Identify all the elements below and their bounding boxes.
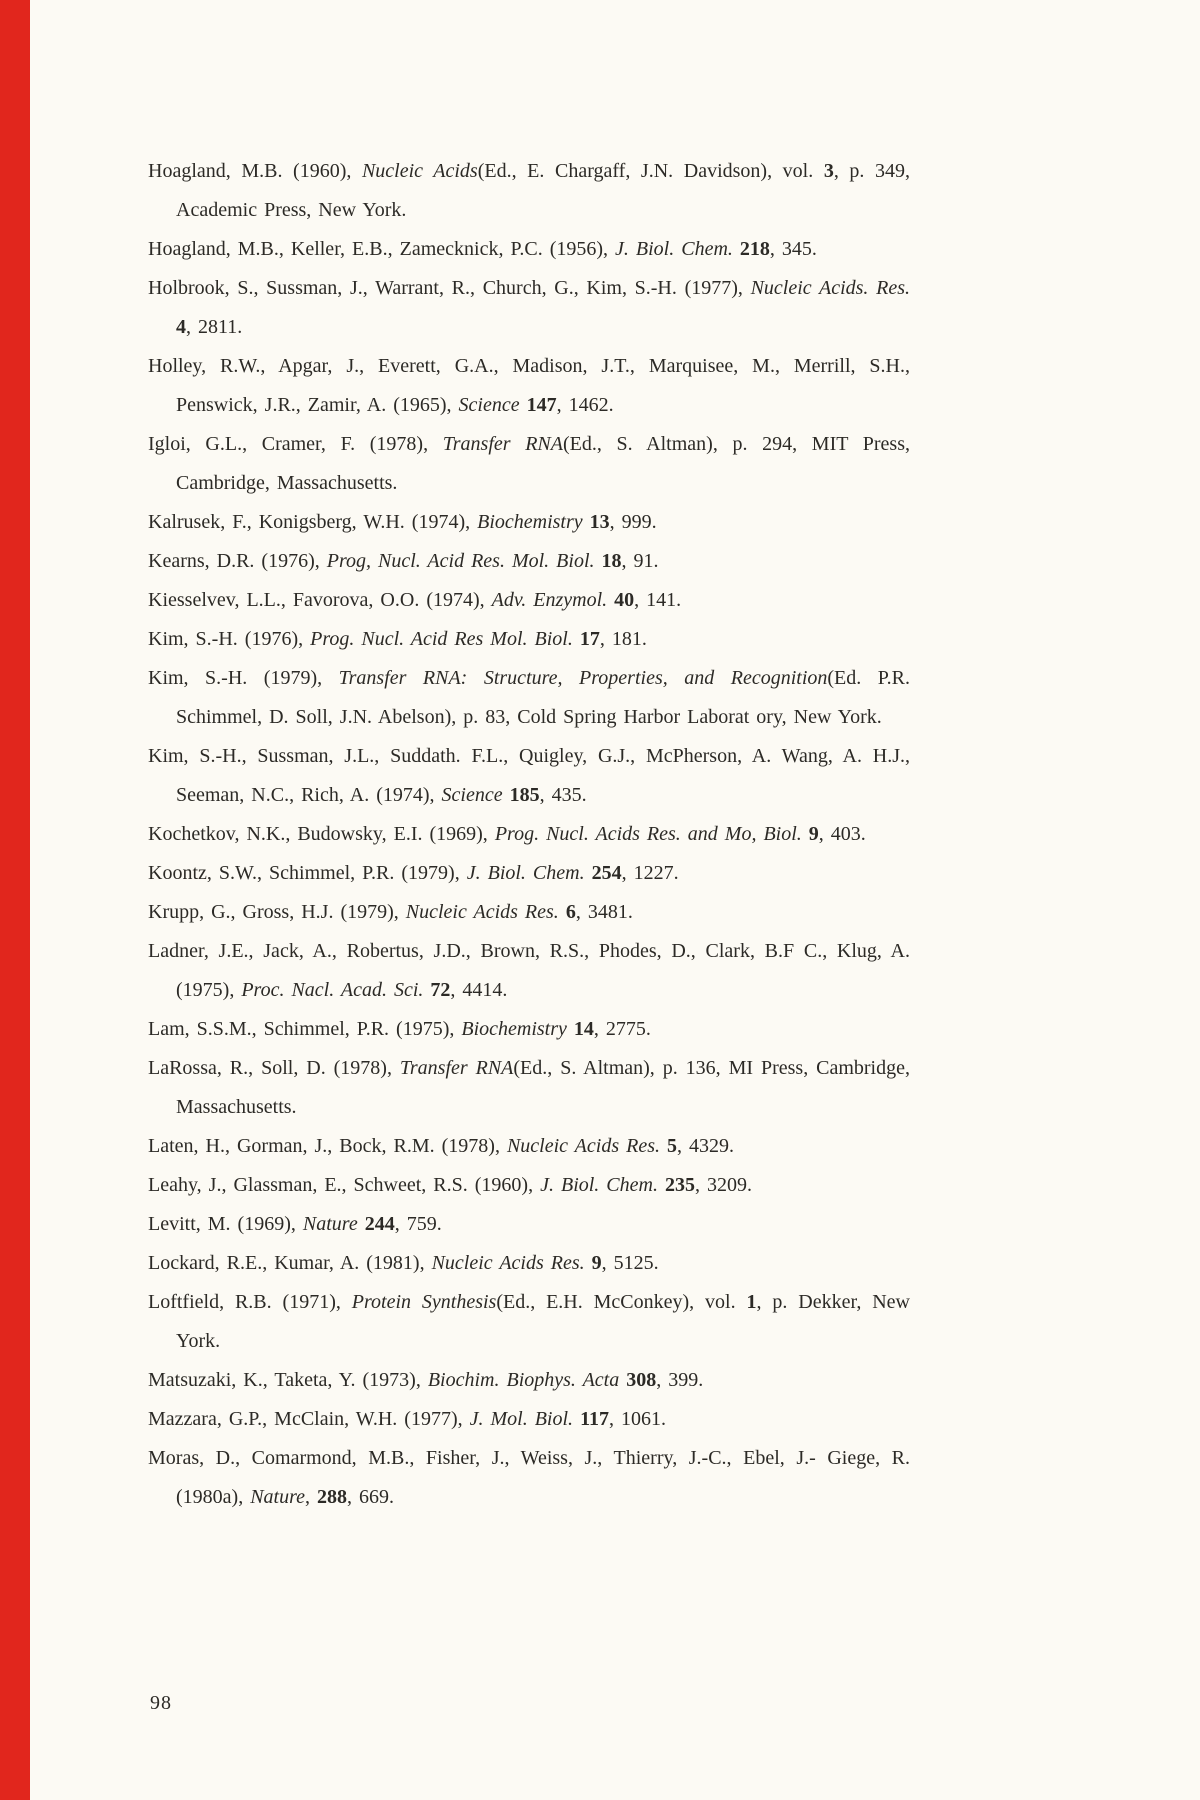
reference-text: Hoagland, M.B., Keller, E.B., Zamecknick, P.C. (1956), xyxy=(148,238,616,260)
reference-text: , 403. xyxy=(818,823,866,845)
reference-entry xyxy=(148,932,910,1010)
reference-entry xyxy=(148,1205,910,1244)
reference-text: Science xyxy=(458,394,527,416)
reference-text: 254 xyxy=(591,862,622,884)
reference-text: , 181. xyxy=(599,628,647,650)
reference-entry xyxy=(148,1244,910,1283)
reference-text: Transfer RNA: Structure, Properties, and Recognition xyxy=(338,667,828,689)
reference-text: (Ed., S. Altman), p. 136, MI Press, Cambridge, Massachusetts. xyxy=(176,1057,910,1118)
reference-text: Lam, S.S.M., Schimmel, P.R. (1975), xyxy=(148,1018,462,1040)
reference-text: , 2811. xyxy=(186,316,243,338)
reference-text: Prog. Nucl. Acids Res. and Mo, Biol. xyxy=(494,823,809,845)
reference-text: 308 xyxy=(626,1369,657,1391)
reference-text: Biochim. Biophys. Acta xyxy=(427,1369,627,1391)
reference-text: 17 xyxy=(579,628,600,650)
reference-text: Transfer RNA xyxy=(399,1057,514,1079)
reference-text: Lockard, R.E., Kumar, A. (1981), xyxy=(148,1252,432,1274)
reference-text: J. Mol. Biol. xyxy=(469,1408,581,1430)
reference-text: 117 xyxy=(580,1408,609,1430)
reference-text: , 141. xyxy=(634,589,682,611)
reference-text: 288 xyxy=(317,1486,348,1508)
reference-text: Protein Synthesis xyxy=(351,1291,497,1313)
reference-text: Biochemistry xyxy=(461,1018,574,1040)
reference-text: 185 xyxy=(509,784,540,806)
reference-text: Nucleic Acids Res. xyxy=(506,1135,667,1157)
reference-entry xyxy=(148,425,910,503)
reference-text: 3 xyxy=(823,160,834,182)
reference-text: Kiesselvev, L.L., Favorova, O.O. (1974), xyxy=(148,589,492,611)
reference-text: Laten, H., Gorman, J., Bock, R.M. (1978), xyxy=(148,1135,507,1157)
page-number: 98 xyxy=(150,1692,172,1714)
reference-text: , p. Dekker, New York. xyxy=(176,1291,910,1352)
reference-text: J. Biol. Chem. xyxy=(540,1174,665,1196)
reference-text: , 4329. xyxy=(677,1135,734,1157)
reference-entry xyxy=(148,347,910,425)
reference-text: Igloi, G.L., Cramer, F. (1978), xyxy=(148,433,443,455)
reference-text: Nucleic Acids. Res. xyxy=(750,277,910,299)
reference-text: Mazzara, G.P., McClain, W.H. (1977), xyxy=(148,1408,470,1430)
reference-text: , 435. xyxy=(539,784,587,806)
reference-text: J. Biol. Chem. xyxy=(466,862,592,884)
reference-text: Nucleic Acids xyxy=(361,160,478,182)
reference-text: Koontz, S.W., Schimmel, P.R. (1979), xyxy=(148,862,467,884)
reference-text: 13 xyxy=(589,511,610,533)
reference-text: Matsuzaki, K., Taketa, Y. (1973), xyxy=(148,1369,428,1391)
reference-text: Kearns, D.R. (1976), xyxy=(148,550,327,572)
reference-entry xyxy=(148,1010,910,1049)
reference-entry xyxy=(148,1283,910,1361)
reference-text: , 5125. xyxy=(601,1252,659,1274)
reference-text: Holbrook, S., Sussman, J., Warrant, R., Church, G., Kim, S.-H. (1977), xyxy=(148,277,751,299)
reference-text: 147 xyxy=(526,394,557,416)
reference-entry xyxy=(148,503,910,542)
reference-text: LaRossa, R., Soll, D. (1978), xyxy=(148,1057,400,1079)
reference-text: J. Biol. Chem. xyxy=(615,238,740,260)
reference-text: Ladner, J.E., Jack, A., Robertus, J.D., Brown, R.S., Phodes, D., Clark, B.F C., Klug, A. (1975), xyxy=(148,940,910,1001)
reference-entry xyxy=(148,659,910,737)
reference-text: Prog. Nucl. Acid Res Mol. Biol. xyxy=(310,628,580,650)
reference-text: 218 xyxy=(739,238,770,260)
reference-entry xyxy=(148,1361,910,1400)
reference-text: Biochemistry xyxy=(477,511,590,533)
reference-text: (Ed. P.R. Schimmel, D. Soll, J.N. Abelson), p. 83, Cold Spring Harbor Laborat ory, New York. xyxy=(176,667,910,728)
reference-text: Holley, R.W., Apgar, J., Everett, G.A., Madison, J.T., Marquisee, M., Merrill, S.H., Penswick, J.R., Zamir, A. (1965), xyxy=(148,355,910,416)
reference-text: , 3481. xyxy=(575,901,633,923)
reference-text: Nucleic Acids Res. xyxy=(431,1252,592,1274)
reference-text: Transfer RNA xyxy=(442,433,563,455)
reference-text: 6 xyxy=(565,901,576,923)
reference-text: Science xyxy=(441,784,510,806)
reference-text: 9 xyxy=(808,823,819,845)
reference-text: Loftfield, R.B. (1971), xyxy=(148,1291,352,1313)
reference-text: , 91. xyxy=(621,550,659,572)
reference-entry xyxy=(148,1049,910,1127)
reference-text: , 999. xyxy=(609,511,657,533)
reference-text: 244 xyxy=(364,1213,395,1235)
reference-text: Krupp, G., Gross, H.J. (1979), xyxy=(148,901,406,923)
reference-text: 14 xyxy=(573,1018,594,1040)
reference-text: , 345. xyxy=(769,238,817,260)
reference-text: Kim, S.-H. (1976), xyxy=(148,628,311,650)
reference-text: , 669. xyxy=(347,1486,395,1508)
reference-text: , 4414. xyxy=(450,979,508,1001)
reference-entry xyxy=(148,542,910,581)
reference-text: 40 xyxy=(614,589,635,611)
reference-text: , 1462. xyxy=(556,394,614,416)
reference-text: 1 xyxy=(746,1291,757,1313)
reference-text: 72 xyxy=(430,979,451,1001)
reference-text: (Ed., S. Altman), p. 294, MIT Press, Cambridge, Massachusetts. xyxy=(176,433,910,494)
reference-entry xyxy=(148,1439,910,1517)
reference-text: Levitt, M. (1969), xyxy=(148,1213,303,1235)
reference-entry xyxy=(148,1166,910,1205)
reference-text: , 1061. xyxy=(608,1408,666,1430)
reference-entry xyxy=(148,581,910,620)
reference-text: 235 xyxy=(664,1174,695,1196)
reference-text: Nature xyxy=(302,1213,365,1235)
reference-text: , 3209. xyxy=(694,1174,752,1196)
reference-text: Kim, S.-H., Sussman, J.L., Suddath. F.L., Quigley, G.J., McPherson, A. Wang, A. H.J., Seeman, N.C., Rich, A. (1974), xyxy=(148,745,910,806)
reference-entry xyxy=(148,815,910,854)
reference-text: 4 xyxy=(176,316,186,338)
reference-text: (Ed., E.H. McConkey), vol. xyxy=(496,1291,747,1313)
scan-edge-strip xyxy=(0,0,30,1800)
reference-entry xyxy=(148,152,910,230)
reference-text: Adv. Enzymol. xyxy=(491,589,615,611)
reference-text: 5 xyxy=(667,1135,677,1157)
reference-text: (Ed., E. Chargaff, J.N. Davidson), vol. xyxy=(477,160,824,182)
reference-text: 18 xyxy=(601,550,622,572)
reference-entry xyxy=(148,737,910,815)
reference-text: , p. 349, Academic Press, New York. xyxy=(176,160,910,221)
references-list xyxy=(148,152,910,1517)
reference-entry xyxy=(148,1127,910,1166)
reference-text: Prog, Nucl. Acid Res. Mol. Biol. xyxy=(326,550,602,572)
reference-text: Kochetkov, N.K., Budowsky, E.I. (1969), xyxy=(148,823,495,845)
reference-text: Moras, D., Comarmond, M.B., Fisher, J., Weiss, J., Thierry, J.-C., Ebel, J.- Giege, R. (1980a), xyxy=(148,1447,910,1508)
reference-text: , 2775. xyxy=(593,1018,651,1040)
reference-text: Nature xyxy=(250,1486,306,1508)
reference-entry xyxy=(148,1400,910,1439)
reference-entry xyxy=(148,893,910,932)
reference-text: Proc. Nacl. Acad. Sci. xyxy=(241,979,431,1001)
reference-text: 9 xyxy=(591,1252,602,1274)
reference-entry xyxy=(148,620,910,659)
reference-text: Hoagland, M.B. (1960), xyxy=(148,160,362,182)
reference-text: Kalrusek, F., Konigsberg, W.H. (1974), xyxy=(148,511,478,533)
reference-entry xyxy=(148,269,910,347)
reference-text: Leahy, J., Glassman, E., Schweet, R.S. (1960), xyxy=(148,1174,541,1196)
reference-text: Nucleic Acids Res. xyxy=(405,901,566,923)
reference-text: , 759. xyxy=(394,1213,442,1235)
reference-entry xyxy=(148,854,910,893)
reference-text: , xyxy=(305,1486,318,1508)
reference-text: , 399. xyxy=(656,1369,704,1391)
reference-entry xyxy=(148,230,910,269)
reference-text: Kim, S.-H. (1979), xyxy=(148,667,339,689)
reference-text: , 1227. xyxy=(621,862,679,884)
